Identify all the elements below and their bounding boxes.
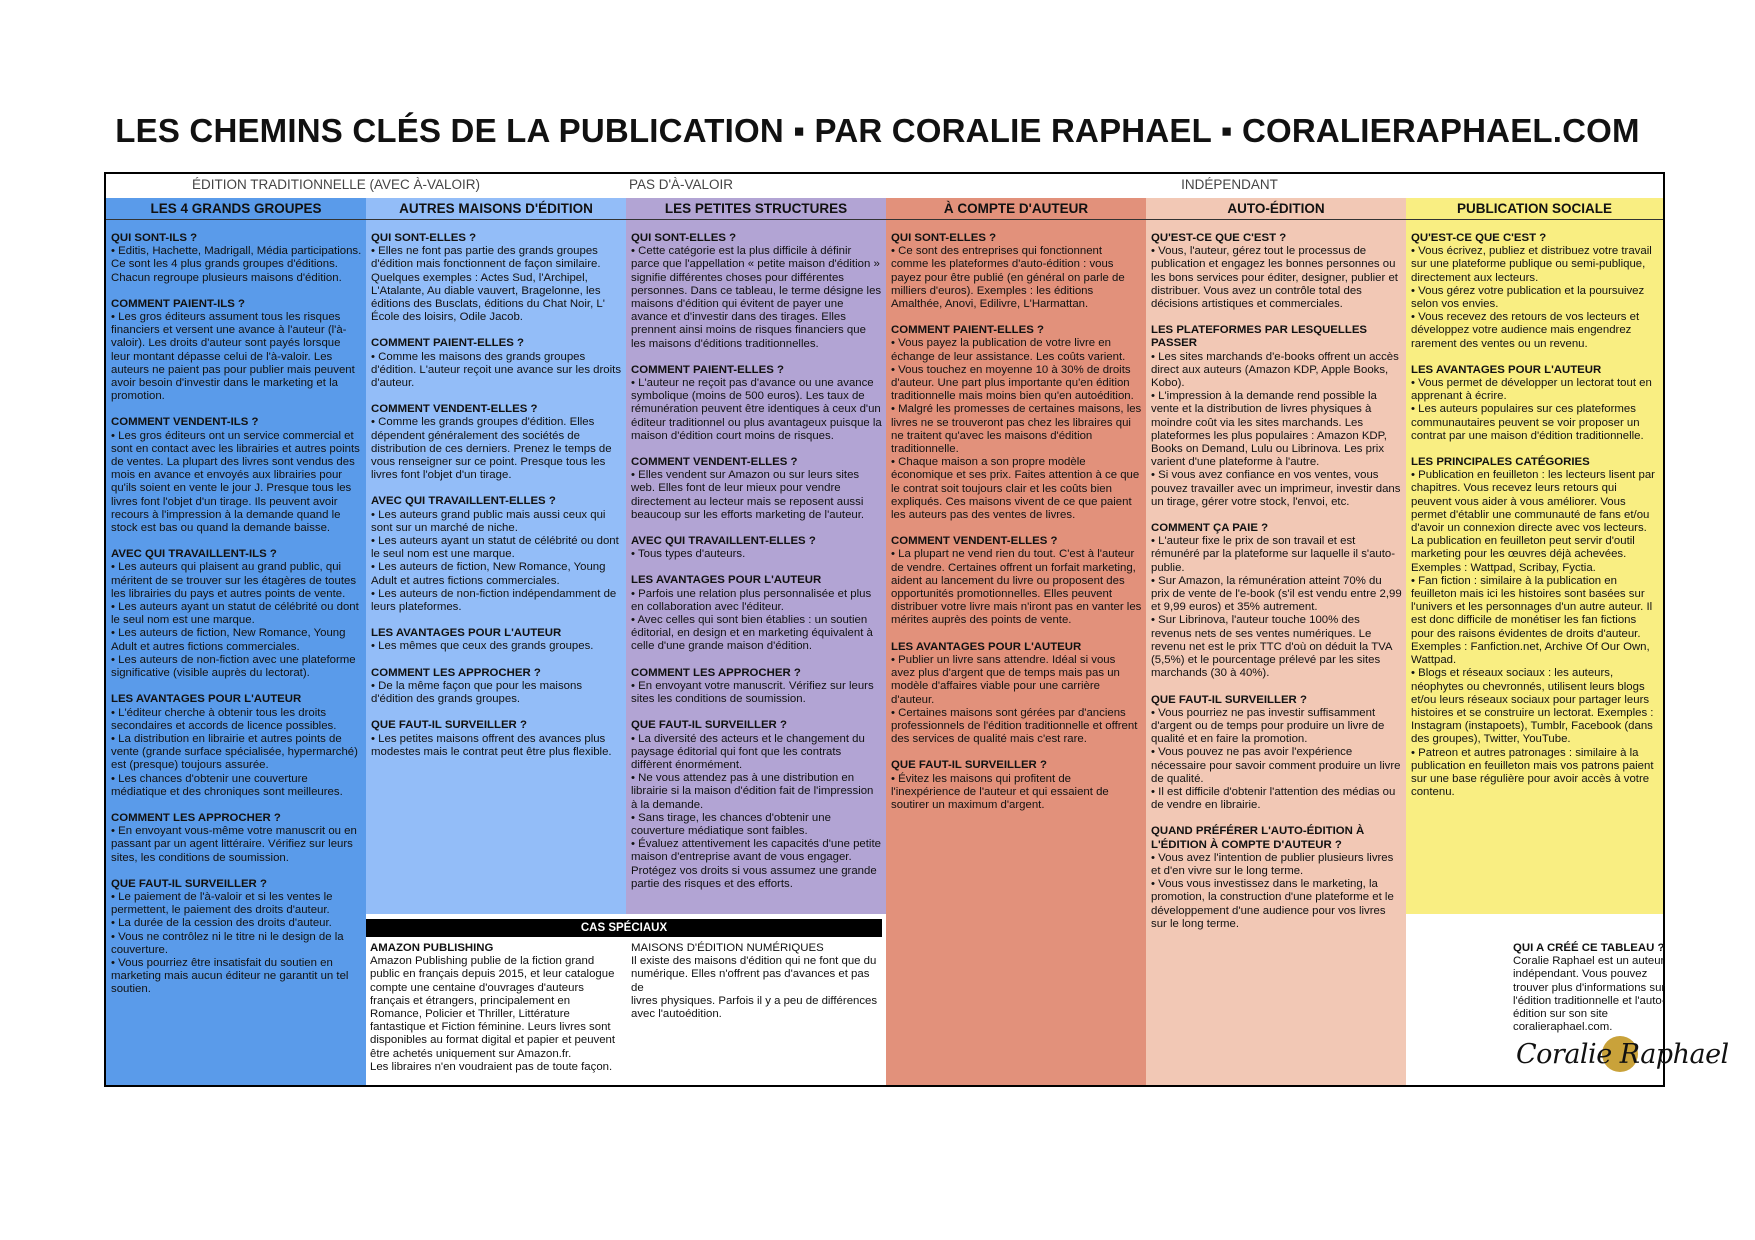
section	[1151, 522, 1402, 680]
section	[111, 812, 362, 865]
section-heading: COMMENT VENDENT-ILS ?	[111, 416, 259, 429]
section-heading: LES AVANTAGES POUR L'AUTEUR	[1411, 363, 1602, 376]
section	[631, 719, 882, 891]
section-text: • La diversité des acteurs et le changement du paysage éditorial qui font que les contrats diffèrent énormément. • Ne vous attendez pas à une distribution en librairie si la maison d'édition fait de l'impression à la demande. • Sans tirage, les chances d'obtenir une couverture médiatique sont faibles. • Évaluez attentivement les capacités d'une petite maison d'entreprise avant de vous engager. Protégez vos droits si vous assumez une grande partie des risques et des efforts.	[631, 732, 881, 890]
section-text: • Ce sont des entreprises qui fonctionnent comme les plateformes d'auto-édition : vous payez pour être publié (en général on parle de milliers d'euros). Exemples : les éditions Amalthée, Anovi, Edilivre, L'Harmattan.	[891, 245, 1125, 311]
section-heading: COMMENT VENDENT-ELLES ?	[891, 535, 1058, 548]
column-self-publishing	[1146, 220, 1406, 1085]
signature-logo	[1516, 1034, 1729, 1078]
section	[371, 403, 622, 482]
section-text: • Les mêmes que ceux des grands groupes.	[371, 640, 594, 653]
column-header-small-structures: LES PETITES STRUCTURES	[626, 198, 886, 220]
section-text: • Comme les maisons des grands groupes d'édition. L'auteur reçoit une avance sur les droits d'auteur.	[371, 350, 622, 390]
column-header-big-groups: LES 4 GRANDS GROUPES	[106, 198, 366, 220]
section-heading: LES PLATEFORMES PAR LESQUELLES PASSER	[1151, 324, 1368, 350]
section-text: • Publier un livre sans attendre. Idéal si vous avez plus d'argent que de temps mais pas un modèle d'affaires viable pour une carrière d'auteur. • Certaines maisons sont gérées par d'anciens professionnels de l'édition traditionnelle et offrent des services de qualité mais c'est rare.	[891, 653, 1138, 746]
section	[631, 574, 882, 653]
section-heading: AVEC QUI TRAVAILLENT-ELLES ?	[631, 535, 816, 548]
creator-block	[1513, 942, 1673, 1034]
amazon-publishing-block	[370, 942, 620, 1074]
section	[631, 456, 882, 522]
section-heading: COMMENT LES APPROCHER ?	[111, 811, 281, 824]
section-heading: COMMENT VENDENT-ELLES ?	[371, 403, 538, 416]
section	[371, 667, 622, 707]
section-heading: AVEC QUI TRAVAILLENT-ILS ?	[111, 548, 277, 561]
section-text: • Vous, l'auteur, gérez tout le processus de publication et engagez les bonnes personnes ou les bons services pour éditer, designer, publier et distribuer. Vous avez un contrôle total des décisions artistiques et commerciales.	[1151, 245, 1398, 311]
section-text: • Les auteurs qui plaisent au grand public, qui méritent de se trouver sur les étagères de toutes les librairies du pays et autres points de vente. • Les auteurs ayant un statut de célébrité ou dont le seul nom est une marque. • Les auteurs de fiction, New Romance, Young Adult et autres fictions commerciales. • Les auteurs de non-fiction avec une plateforme significative (visible auprès du lectorat).	[111, 561, 359, 680]
section	[111, 298, 362, 404]
section-text: • Vous pourriez ne pas investir suffisamment d'argent ou de temps pour produire un livre de qualité et en faire la promotion. • Vous pouvez ne pas avoir l'expérience nécessaire pour savoir comment produire un livre de qualité. • Il est difficile d'obtenir l'attention des médias ou de vendre en librairie.	[1151, 706, 1401, 812]
section	[891, 641, 1142, 747]
section-heading: QUI SONT-ELLES ?	[631, 232, 737, 244]
section	[631, 667, 882, 707]
creator-text: Coralie Raphael est un auteur indépendant. Vous pouvez trouver plus d'informations sur l'édition traditionnelle et l'auto-édition sur son site coralieraphael.com.	[1513, 955, 1666, 1034]
column-header-self-publishing: AUTO-ÉDITION	[1146, 198, 1406, 220]
section-heading: COMMENT LES APPROCHER ?	[631, 666, 801, 679]
section-text: • De la même façon que pour les maisons d'édition des grands groupes.	[371, 679, 583, 706]
section-heading: QUE FAUT-IL SURVEILLER ?	[891, 759, 1047, 772]
section-heading: COMMENT VENDENT-ELLES ?	[631, 456, 798, 469]
amazon-publishing-title: AMAZON PUBLISHING	[370, 942, 494, 954]
section-heading: QUI SONT-ELLES ?	[891, 232, 997, 244]
column-header-social-publishing: PUBLICATION SOCIALE	[1406, 198, 1663, 220]
section-text: • Les gros éditeurs assument tous les risques financiers et versent une avance à l'auteur (l'à-valoir). Les droits d'auteur sont payés lorsque leur montant dépasse celui de l'à-valoir. Les auteurs ne paient pas pour publier mais peuvent avoir besoin d'investir dans le marketing et la promotion.	[111, 311, 355, 403]
page-title: LES CHEMINS CLÉS DE LA PUBLICATION ▪ PAR CORALIE RAPHAEL ▪ CORALIERAPHAEL.COM	[115, 112, 1640, 149]
digital-publishers-title: MAISONS D'ÉDITION NUMÉRIQUES	[631, 942, 824, 954]
section-text: • En envoyant vous-même votre manuscrit ou en passant par un agent littéraire. Vérifiez sur leurs sites, les conditions de soumission.	[111, 825, 357, 864]
section-heading: QUE FAUT-IL SURVEILLER ?	[111, 877, 267, 890]
special-cases-header: CAS SPÉCIAUX	[366, 919, 882, 937]
section-text: • Vous écrivez, publiez et distribuez votre travail sur une plateforme publique ou semi-publique, directement aux lecteurs. • Vous gérez votre publication et la poursuivez selon vos envies. • Vous recevez des retours de vos lecteurs et développez votre audience mais engendrez rarement des ventes ou un revenu.	[1411, 245, 1652, 350]
section-heading: COMMENT PAIENT-ELLES ?	[371, 337, 524, 350]
section-heading: COMMENT PAIENT-ILS ?	[111, 297, 245, 310]
section-text: • Elles ne font pas partie des grands groupes d'édition mais fonctionnent de façon similaire. Quelques exemples : Actes Sud, l'Archipel, L'Atalante, Au diable vauvert, Bragelonne, les éditions des Busclats, éditions du Chat Noir, L' École des loisirs, Odile Jacob.	[371, 245, 605, 324]
section	[371, 719, 622, 759]
section	[891, 324, 1142, 522]
section	[1411, 232, 1659, 351]
section-heading: LES AVANTAGES POUR L'AUTEUR	[111, 693, 302, 706]
creator-title: QUI A CRÉÉ CE TABLEAU ?	[1513, 942, 1665, 954]
section	[111, 548, 362, 680]
section-text: • Vous permet de développer un lectorat tout en apprenant à écrire. • Les auteurs populaires sur ces plateformes communautaires peuvent se voir proposer un contrat par une maison d'édition traditionnelle.	[1411, 377, 1652, 442]
section-text: • L'auteur fixe le prix de son travail et est rémunéré par la plateforme sur laquelle il s'auto-publie. • Sur Amazon, la rémunération atteint 70% du prix de vente de l'e-book (s'il est vendu entre 2,99 et 9,99 euros) et 35% autrement. • Sur Librinova, l'auteur touche 100% des revenus nets de ses ventes numériques. Le revenu net est le prix TTC d'où on déduit la TVA (5,5%) et le pourcentage prélevé par les sites marchands (30 à 40%).	[1151, 535, 1402, 680]
amazon-publishing-text: Amazon Publishing publie de la fiction grand public en français depuis 2015, et leur catalogue compte une centaine d'ouvrages d'auteurs français et étrangers, principalement en Romance, Policier et Thriller, Littérature fantastique et Fiction féminine. Leurs livres sont disponibles au format digital et papier et peuvent être achetés uniquement sur Amazon.fr. Les libraires n'en voudraient pas de toute façon.	[370, 955, 616, 1073]
section	[631, 535, 882, 561]
group-label-no-advance: PAS D'À-VALOIR	[628, 177, 734, 192]
section	[631, 232, 882, 351]
section-heading: QU'EST-CE QUE C'EST ?	[1151, 232, 1287, 244]
section	[371, 232, 622, 324]
section	[111, 232, 362, 285]
section-text: • Les gros éditeurs ont un service commercial et sont en contact avec les librairies et autres points de ventes. La plupart des livres sont vendus des mois en avance et envoyés aux librairies pour qu'ils soient en vente le jour J. Presque tous les livres font l'objet d'un tirage. Ils peuvent avoir recours à l'impression à la demande quand le stock est bas ou quand la demande baisse.	[111, 429, 360, 535]
section-text: • Comme les grands groupes d'édition. Elles dépendent généralement des sociétés de distribution de ces derniers. Prenez le temps de vous renseigner sur ce point. Presque tous les livres font l'objet d'un tirage.	[371, 416, 612, 482]
section	[891, 759, 1142, 812]
column-big-groups	[106, 220, 366, 1085]
section-text: • Le paiement de l'à-valoir et si les ventes le permettent, le paiement des droits d'auteur. • La durée de la cession des droits d'auteur. • Vous ne contrôlez ni le titre ni le design de la couverture. • Vous pourriez être insatisfait du soutien en marketing mais aucun éditeur ne garantit un tel soutien.	[111, 890, 349, 996]
section	[891, 535, 1142, 627]
column-small-structures	[626, 220, 886, 914]
section-text: • Évitez les maisons qui profitent de l'inexpérience de l'auteur et qui essaient de soutirer un maximum d'argent.	[891, 772, 1109, 811]
section	[111, 416, 362, 535]
column-social-publishing	[1406, 220, 1663, 914]
section-heading: QUI SONT-ILS ?	[111, 232, 198, 244]
section-text: • La plupart ne vend rien du tout. C'est à l'auteur de vendre. Certaines offrent un forfait marketing, aident au lancement du livre ou proposent des opportunités promotionnelles. Elles peuvent distribuer votre livre mais n'iront pas en vanter les mérites auprès des points de vente.	[891, 548, 1142, 627]
section-text: • Tous types d'auteurs.	[631, 548, 746, 561]
section-heading: LES PRINCIPALES CATÉGORIES	[1411, 456, 1590, 469]
section-text: • Cette catégorie est la plus difficile à définir parce que l'appellation « petite maison d'édition » signifie différentes choses pour différentes personnes. Dans ce tableau, le terme désigne les maisons d'édition qui évitent de payer une avance et d'investir dans des tirages. Elles prennent ainsi moins de risques financiers que les maisons d'éditions traditionnelles.	[631, 245, 882, 350]
signature-text: Coralie Raphael	[1516, 1039, 1729, 1070]
section-heading: LES AVANTAGES POUR L'AUTEUR	[631, 574, 822, 587]
section-heading: LES AVANTAGES POUR L'AUTEUR	[371, 627, 562, 640]
section	[111, 693, 362, 799]
section-text: • L'auteur ne reçoit pas d'avance ou une avance symbolique (moins de 500 euros). Les taux de rémunération peuvent être identiques à ceux d'un éditeur traditionnel ou plus avantageux puisque la maison d'édition court moins de risques.	[631, 377, 882, 442]
digital-publishers-text: Il existe des maisons d'édition qui ne font que du numérique. Elles n'offrent pas d'avances et pas de livres physiques. Parfois il y a peu de différences avec l'autoédition.	[631, 955, 878, 1021]
section	[631, 364, 882, 443]
section	[1151, 232, 1402, 311]
publication-table	[104, 172, 1729, 1087]
column-header-vanity-press: À COMPTE D'AUTEUR	[886, 198, 1146, 220]
section-heading: QUE FAUT-IL SURVEILLER ?	[371, 719, 527, 732]
section	[1151, 694, 1402, 813]
section-text: • Les auteurs grand public mais aussi ceux qui sont sur un marché de niche. • Les auteurs ayant un statut de célébrité ou dont le seul nom est une marque. • Les auteurs de fiction, New Romance, Young Adult et autres fictions commerciales. • Les auteurs de non-fiction indépendamment de leurs plateformes.	[371, 508, 619, 614]
group-label-traditional: ÉDITION TRADITIONNELLE (AVEC À-VALOIR)	[191, 177, 481, 192]
section-heading: COMMENT LES APPROCHER ?	[371, 666, 541, 679]
column-header-other-houses: AUTRES MAISONS D'ÉDITION	[366, 198, 626, 220]
section	[111, 878, 362, 997]
section	[891, 232, 1142, 311]
section	[1151, 825, 1402, 931]
section	[1411, 456, 1659, 799]
section-heading: AVEC QUI TRAVAILLENT-ELLES ?	[371, 495, 556, 508]
digital-publishers-block	[631, 942, 881, 1021]
section-text: • Vous payez la publication de votre livre en échange de leur assistance. Les coûts varient. • Vous touchez en moyenne 10 à 30% de droits d'auteur. Une part plus importante qu'en édition traditionnelle mais moins bien qu'en autoédition. • Malgré les promesses de certaines maisons, les livres ne se trouveront pas chez les libraires qui ne traitent qu'avec les maisons d'édition traditionnelle. • Chaque maison a son propre modèle économique et ses prix. Faites attention à ce que le contrat soit toujours clair et les coûts bien expliqués. Ces maisons vivent de ce que paient les auteurs pas des ventes de livres.	[891, 337, 1142, 522]
group-label-independent: INDÉPENDANT	[1181, 177, 1278, 192]
section-heading: COMMENT PAIENT-ELLES ?	[631, 363, 784, 376]
section	[1411, 364, 1659, 443]
section-heading: QUE FAUT-IL SURVEILLER ?	[1151, 693, 1307, 706]
section-heading: QUI SONT-ELLES ?	[371, 232, 477, 244]
column-other-houses	[366, 220, 626, 914]
section-heading: LES AVANTAGES POUR L'AUTEUR	[891, 640, 1082, 653]
section-heading: QUAND PRÉFÉRER L'AUTO-ÉDITION À L'ÉDITION À COMPTE D'AUTEUR ?	[1151, 825, 1365, 851]
section-text: • Les petites maisons offrent des avances plus modestes mais le contrat peut être plus flexible.	[371, 732, 612, 758]
section-text: • Les sites marchands d'e-books offrent un accès direct aux auteurs (Amazon KDP, Apple Books, Kobo). • L'impression à la demande rend possible la vente et la distribution de livres physiques à moindre coût via les sites marchands. Les plateformes les plus populaires : Amazon KDP, Books on Demand, Lulu ou Librinova. Les prix varient d'une plateforme à l'autre. • Si vous avez confiance en vos ventes, vous pouvez travailler avec un imprimeur, investir dans un tirage, gérer votre stock, l'envoi, etc.	[1151, 350, 1401, 508]
section-heading: QUE FAUT-IL SURVEILLER ?	[631, 719, 787, 732]
section-text: • Publication en feuilleton : les lecteurs lisent par chapitres. Vous recevez leurs retours qui peuvent vous aider à vous améliorer. Vous permet d'établir une communauté de fans et/ou d'avoir un connexion directe avec vos lecteurs. La publication en feuilleton peut servir d'outil marketing pour les œuvres déjà achevées. Exemples : Wattpad, Scribay, Fyctia. • Fan fiction : similaire à la publication en feuilleton mais ici les histoires sont basées sur l'univers et les personnages d'un autre auteur. Il est donc difficile de monétiser les fan fictions pour des raisons évidentes de droits d'auteur. Exemples : Fanfiction.net, Archive Of Our Own, Wattpad. • Blogs et réseaux sociaux : les auteurs, néophytes ou chevronnés, utilisent leurs blogs et/ou leurs réseaux sociaux pour partager leurs histoires et se construire un lectorat. Exemples : Instagram (instapoets), Tumblr, Facebook (dans des groupes), Twitter, YouTube. • Patreon et autres patronages : similaire à la publication en feuilleton mais vos patrons paient sur une base régulière pour avoir accès à votre contenu.	[1411, 469, 1655, 799]
section-text: • L'éditeur cherche à obtenir tous les droits secondaires et accords de licence possibles. • La distribution en librairie et autres points de vente (grande surface spécialisée, hypermarché) est (presque) toujours assurée. • Les chances d'obtenir une couverture médiatique et des chroniques sont meilleures.	[111, 706, 358, 798]
section-text: • Editis, Hachette, Madrigall, Média participations. Ce sont les 4 plus grands groupes d'éditions. Chacun regroupe plusieurs maisons d'édition.	[111, 245, 362, 284]
section-heading: QU'EST-CE QUE C'EST ?	[1411, 232, 1547, 244]
section-heading: COMMENT PAIENT-ELLES ?	[891, 324, 1044, 337]
section	[1151, 324, 1402, 509]
section-text: • Elles vendent sur Amazon ou sur leurs sites web. Elles font de leur mieux pour vendre directement au lecteur mais se reposent aussi beaucoup sur les efforts marketing de l'auteur.	[631, 469, 865, 521]
column-vanity-press	[886, 220, 1146, 1085]
section-text: • Vous avez l'intention de publier plusieurs livres et d'en vivre sur le long terme. • Vous vous investissez dans le marketing, la promotion, la construction d'une plateforme et le développement d'une audience pour vos livres sur le long terme.	[1151, 851, 1394, 930]
section-text: • En envoyant votre manuscrit. Vérifiez sur leurs sites les conditions de soumission.	[631, 679, 874, 706]
section	[371, 337, 622, 390]
section-text: • Parfois une relation plus personnalisée et plus en collaboration avec l'éditeur. • Avec celles qui sont bien établies : un soutien éditorial, en design et en marketing équivalent à celle d'une grande maison d'édition.	[631, 587, 873, 653]
section-heading: COMMENT ÇA PAIE ?	[1151, 522, 1269, 535]
section	[371, 495, 622, 614]
section	[371, 627, 622, 653]
